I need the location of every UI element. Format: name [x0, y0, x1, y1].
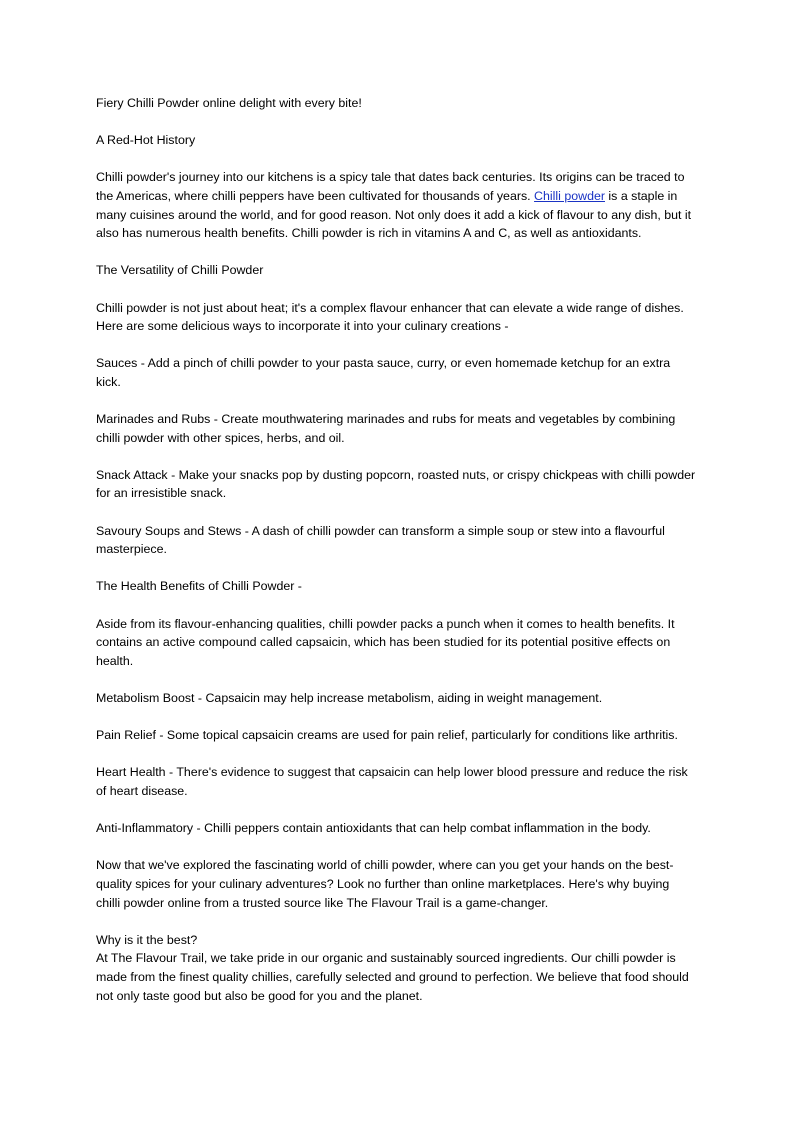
history-text-after-link: is a staple in many cuisines around the world, and for good reason. Not only does it add a kick of flavour to any dish, but it also has numerous health benefits. Chilli powder is rich in vitamins A and C, as well as antioxidants. — [96, 188, 692, 241]
heading-health: The Health Benefits of Chilli Powder - — [96, 579, 302, 594]
heading-history: A Red-Hot History — [96, 133, 196, 148]
benefit-item-metabolism: Metabolism Boost - Capsaicin may help increase metabolism, aiding in weight management. — [96, 691, 603, 705]
paragraph-versatility-intro: Chilli powder is not just about heat; it's a complex flavour enhancer that can elevate a wide range of dishes. Here are some delicious ways to incorporate it into your culinary creations - — [96, 300, 684, 334]
use-item-snack-attack: Snack Attack - Make your snacks pop by dusting popcorn, roasted nuts, or crispy chickpeas with chilli powder for an irresistible snack. — [96, 467, 696, 501]
paragraph-why-best: At The Flavour Trail, we take pride in our organic and sustainably sourced ingredients. Our chilli powder is made from the finest quality chillies, carefully selected and ground to perfection. We believe that food should not only taste good but also be good for you and the planet. — [96, 951, 689, 1003]
use-item-sauces: Sauces - Add a pinch of chilli powder to your pasta sauce, curry, or even homemade ketchup for an extra kick. — [96, 356, 671, 389]
document-title: Fiery Chilli Powder online delight with every bite! — [96, 96, 362, 110]
benefit-item-pain-relief: Pain Relief - Some topical capsaicin creams are used for pain relief, particularly for conditions like arthritis. — [96, 728, 678, 743]
heading-why-best: Why is it the best? — [96, 932, 198, 947]
chilli-powder-link[interactable]: Chilli powder — [534, 188, 605, 203]
paragraph-buying-online: Now that we've explored the fascinating world of chilli powder, where can you get your hands on the best-quality spices for your culinary adventures? Look no further than online marketplaces. Here's why buying chilli powder online from a trusted source like The Flavour Trail is a game-changer. — [96, 858, 674, 910]
use-item-soups-stews: Savoury Soups and Stews - A dash of chilli powder can transform a simple soup or stew into a flavourful masterpiece. — [96, 523, 665, 557]
paragraph-history — [96, 168, 696, 242]
document-page — [96, 94, 696, 1024]
benefit-item-heart-health: Heart Health - There's evidence to suggest that capsaicin can help lower blood pressure and reduce the risk of heart disease. — [96, 765, 688, 798]
use-item-marinades: Marinades and Rubs - Create mouthwatering marinades and rubs for meats and vegetables by combining chilli powder with other spices, herbs, and oil. — [96, 412, 676, 445]
paragraph-health-intro: Aside from its flavour-enhancing qualities, chilli powder packs a punch when it comes to health benefits. It contains an active compound called capsaicin, which has been studied for its potential positive effects on health. — [96, 616, 675, 668]
heading-versatility: The Versatility of Chilli Powder — [96, 263, 264, 278]
history-text-before-link: Chilli powder's journey into our kitchens is a spicy tale that dates back centuries. Its origins can be traced to the Americas, where chilli peppers have been cultivated for thousands of years. — [96, 170, 685, 203]
benefit-item-anti-inflammatory: Anti-Inflammatory - Chilli peppers contain antioxidants that can help combat inflammation in the body. — [96, 821, 651, 836]
